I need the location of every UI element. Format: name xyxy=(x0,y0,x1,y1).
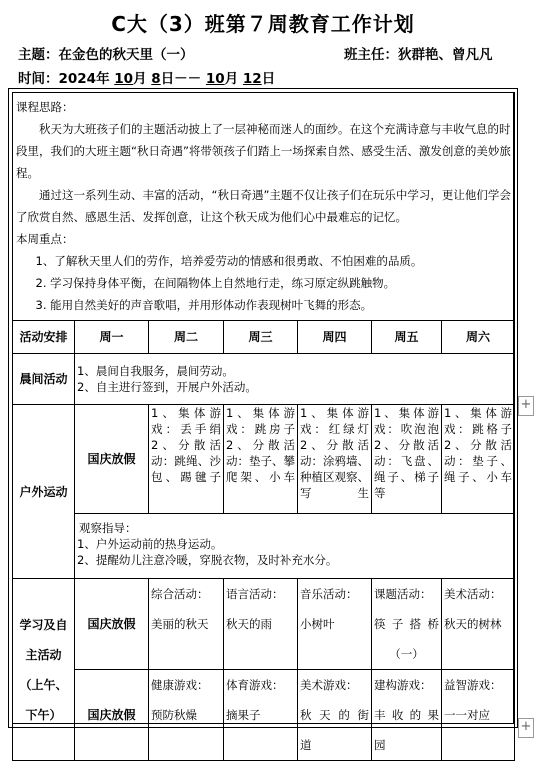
outdoor-fri xyxy=(372,405,442,514)
day-char: 日 xyxy=(261,71,276,87)
time-label: 时间： xyxy=(18,71,59,87)
activity-type: 健康游戏： xyxy=(151,678,209,692)
outdoor-wed xyxy=(224,405,298,514)
outdoor-holiday: 国庆放假 xyxy=(75,405,149,514)
activity-type: 美术活动： xyxy=(444,587,502,601)
month-char: 月 xyxy=(224,71,239,87)
time-month-end: 10 xyxy=(205,71,225,87)
header-cell: 周五 xyxy=(372,321,442,354)
header-cell: 周二 xyxy=(149,321,224,354)
focus-item: 3. 能用自然美好的声音歌唱，并用形体动作表现树叶飞舞的形态。 xyxy=(35,298,373,312)
focus-item: 2. 学习保持身体平衡，在间隔物体上自然地行走，练习原定纵跳触物。 xyxy=(35,276,396,290)
course-plan xyxy=(13,93,515,321)
outdoor-game: 1、集体游戏：丢手绢 xyxy=(151,406,221,436)
time-line xyxy=(18,67,275,87)
activity-name: 筷子搭桥 xyxy=(374,617,439,631)
outdoor-game: 1、集体游戏：红绿灯 xyxy=(300,406,369,436)
activity-name: 美丽的秋天 xyxy=(151,617,209,631)
guide-row xyxy=(13,514,515,579)
time-separator: 日－－ xyxy=(160,71,202,87)
study-pm-wed xyxy=(224,670,298,761)
study-pm-row xyxy=(13,670,515,761)
time-day-start: 8 xyxy=(151,71,161,87)
observation-guide xyxy=(75,514,515,579)
plan-table xyxy=(12,92,515,761)
time-year: 2024年 xyxy=(58,71,110,87)
course-heading: 课程思路： xyxy=(16,100,74,114)
time-month-start: 10 xyxy=(114,71,134,87)
activity-type: 音乐活动： xyxy=(300,587,358,601)
course-paragraph-2: 通过这一系列生动、丰富的活动，“秋日奇遇”主题不仅让孩子们在玩乐中学习，更让他们学会了欣赏自然、感恩生活、发挥创意，让这个秋天成为他们心中最难忘的记忆。 xyxy=(16,188,511,224)
teacher-line xyxy=(344,43,493,63)
activity-name: 秋天的街 xyxy=(300,708,369,722)
guide-heading: 观察指导： xyxy=(79,521,137,535)
theme-line xyxy=(18,43,194,63)
activity-name: 秋天的雨 xyxy=(226,617,272,631)
guide-line: 2、提醒幼儿注意冷暖，穿脱衣物，及时补充水分。 xyxy=(77,553,338,567)
study-label-line: 学习及自 xyxy=(19,617,68,632)
outdoor-free: 2、分散活动：跳绳、沙包、踢毽子 xyxy=(151,438,221,484)
study-label-line: 主活动 xyxy=(25,647,62,662)
activity-name: 秋天的树林 xyxy=(444,617,502,631)
outdoor-game: 1、集体游戏：跳格子 xyxy=(444,406,513,436)
study-label-line: （上午、 xyxy=(19,677,68,692)
header-cell: 周六 xyxy=(442,321,515,354)
activity-name: 预防秋燥 xyxy=(151,708,197,722)
morning-content xyxy=(75,354,515,405)
focus-item: 1、了解秋天里人们的劳作，培养爱劳动的情感和很勇敢、不怕困难的品质。 xyxy=(35,254,423,268)
study-am-holiday: 国庆放假 xyxy=(75,579,149,670)
outdoor-free: 2、分散活动：涂鸦墙、种植区观察、写生 xyxy=(300,438,369,500)
outdoor-thu xyxy=(298,405,372,514)
add-row-button[interactable]: + xyxy=(518,718,534,738)
activity-type: 综合活动： xyxy=(151,587,209,601)
study-pm-sat xyxy=(442,670,515,761)
outdoor-free: 2、分散活动：垫子、攀爬架、小车 xyxy=(226,438,295,484)
morning-line: 1、晨间自我服务，晨间劳动。 xyxy=(77,364,234,378)
outdoor-free: 2、分散活动：垫子、绳子、小车 xyxy=(444,438,513,484)
morning-label: 晨间活动 xyxy=(13,354,75,405)
activity-name: 丰收的果 xyxy=(374,708,439,722)
month-char: 月 xyxy=(133,71,147,87)
theme-value: 在金色的秋天里（一） xyxy=(58,47,194,63)
study-label xyxy=(13,579,75,761)
study-label-line: 下午） xyxy=(25,707,62,722)
header-cell: 周三 xyxy=(224,321,298,354)
header-cell: 活动安排 xyxy=(13,321,75,354)
activity-name: 摘果子 xyxy=(226,708,261,722)
activity-type: 课题活动： xyxy=(374,587,432,601)
activity-name-cont: 道 xyxy=(300,738,312,752)
outdoor-free: 2、分散活动：飞盘、绳子、梯子等 xyxy=(374,438,439,500)
teacher-value: 狄群艳、曾凡凡 xyxy=(398,47,493,63)
study-am-row xyxy=(13,579,515,670)
study-am-thu xyxy=(298,579,372,670)
study-am-tue xyxy=(149,579,224,670)
focus-heading: 本周重点： xyxy=(16,232,74,246)
activity-name: 一一对应 xyxy=(444,708,490,722)
teacher-label: 班主任： xyxy=(344,47,398,63)
outdoor-game: 1、集体游戏：吹泡泡 xyxy=(374,406,439,436)
study-pm-fri xyxy=(372,670,442,761)
outdoor-game: 1、集体游戏：跳房子 xyxy=(226,406,295,436)
study-pm-thu xyxy=(298,670,372,761)
activity-type: 建构游戏： xyxy=(374,678,432,692)
morning-line: 2、自主进行签到，开展户外活动。 xyxy=(77,380,257,394)
outdoor-row xyxy=(13,405,515,514)
study-am-fri xyxy=(372,579,442,670)
activity-name-cont: （一） xyxy=(389,647,424,661)
header-cell: 周四 xyxy=(298,321,372,354)
guide-line: 1、户外运动前的热身运动。 xyxy=(77,537,223,551)
study-am-sat xyxy=(442,579,515,670)
activity-type: 美术游戏： xyxy=(300,678,358,692)
outdoor-tue xyxy=(149,405,224,514)
outdoor-label: 户外运动 xyxy=(13,405,75,579)
activity-type: 语言活动： xyxy=(226,587,284,601)
activity-type: 益智游戏： xyxy=(444,678,502,692)
add-row-button[interactable]: + xyxy=(518,396,534,416)
outdoor-sat xyxy=(442,405,515,514)
activity-type: 体育游戏： xyxy=(226,678,284,692)
time-day-end: 12 xyxy=(242,71,262,87)
schedule-header-row xyxy=(13,321,515,354)
page-title: C大（3）班第７周教育工作计划 xyxy=(111,12,415,36)
study-pm-holiday: 国庆放假 xyxy=(75,670,149,761)
theme-label: 主题： xyxy=(18,47,59,63)
activity-name: 小树叶 xyxy=(300,617,335,631)
study-pm-tue xyxy=(149,670,224,761)
activity-name-cont: 园 xyxy=(374,738,386,752)
study-am-wed xyxy=(224,579,298,670)
morning-row xyxy=(13,354,515,405)
header-cell: 周一 xyxy=(75,321,149,354)
course-paragraph-1: 秋天为大班孩子们的主题活动披上了一层神秘而迷人的面纱。在这个充满诗意与丰收气息的时段里，我们的大班主题“秋日奇遇”将带领孩子们踏上一场探索自然、感受生活、激发创意的美妙旅程。 xyxy=(16,122,511,180)
